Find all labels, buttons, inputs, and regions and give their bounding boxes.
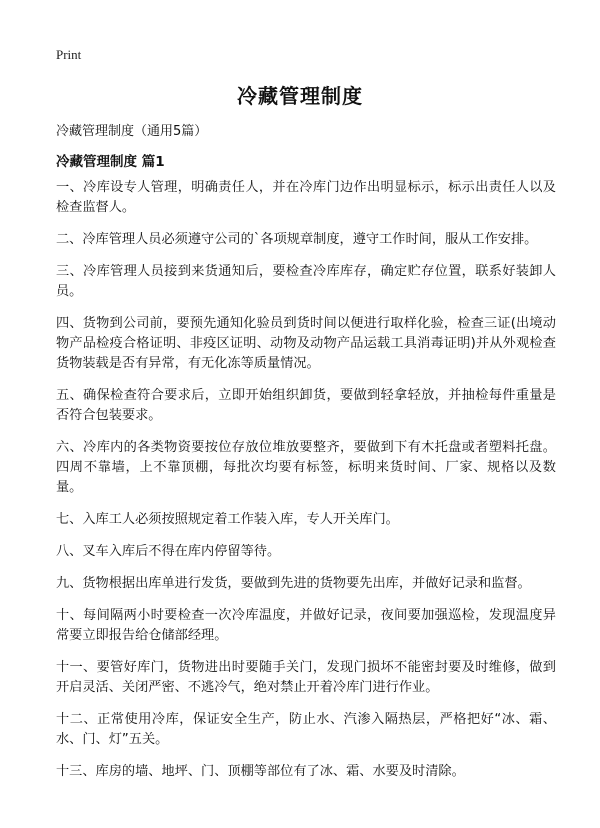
paragraph-5: 五、确保检查符合要求后，立即开始组织卸货，要做到轻拿轻放，并抽检每件重量是否符合包装要求。 [56,388,556,423]
paragraph-12: 十二、正常使用冷库，保证安全生产，防止水、汽渗入隔热层，严格把好“冰、霜、水、门、灯”五关。 [56,712,556,747]
paragraph-13: 十三、库房的墙、地坪、门、顶棚等部位有了冰、霜、水要及时清除。 [56,764,465,779]
paragraph-10: 十、每间隔两小时要检查一次冷库温度，并做好记录，夜间要加强巡检，发现温度异常要立即报告给仓储部经理。 [56,608,556,643]
document-subtitle: 冷藏管理制度（通用5篇） [56,124,208,139]
paragraph-1: 一、冷库设专人管理，明确责任人，并在冷库门边作出明显标示，标示出责任人以及检查监督人。 [56,180,556,215]
paragraph-8: 八、叉车入库后不得在库内停留等待。 [56,544,281,559]
paragraph-9: 九、货物根据出库单进行发货，要做到先进的货物要先出库，并做好记录和监督。 [56,576,531,591]
paragraph-11: 十一、要管好库门，货物进出时要随手关门，发现门损坏不能密封要及时维修，做到开启灵活、关闭严密、不逃冷气，绝对禁止开着冷库门进行作业。 [56,660,556,695]
page-title: 冷藏管理制度 [237,84,363,108]
paragraph-4: 四、货物到公司前，要预先通知化验员到货时间以便进行取样化验，检查三证(出境动物产品检疫合格证明、非疫区证明、动物及动物产品运载工具消毒证明)并从外观检查货物装载是否有异常，有无化冻等质量情况。 [56,316,556,371]
document-body [56,178,556,794]
paragraph-7: 七、入库工人必须按照规定着工作装入库，专人开关库门。 [56,512,399,527]
print-link[interactable]: Print [56,47,82,62]
paragraph-2: 二、冷库管理人员必须遵守公司的`各项规章制度，遵守工作时间，服从工作安排。 [56,232,538,247]
paragraph-6: 六、冷库内的各类物资要按位存放位堆放要整齐，要做到下有木托盘或者塑料托盘。四周不靠墙，上不靠顶棚，每批次均要有标签，标明来货时间、厂家、规格以及数量。 [56,440,556,495]
section-heading: 冷藏管理制度 篇1 [56,154,165,170]
paragraph-3: 三、冷库管理人员接到来货通知后，要检查冷库库存，确定贮存位置，联系好装卸人员。 [56,264,556,299]
